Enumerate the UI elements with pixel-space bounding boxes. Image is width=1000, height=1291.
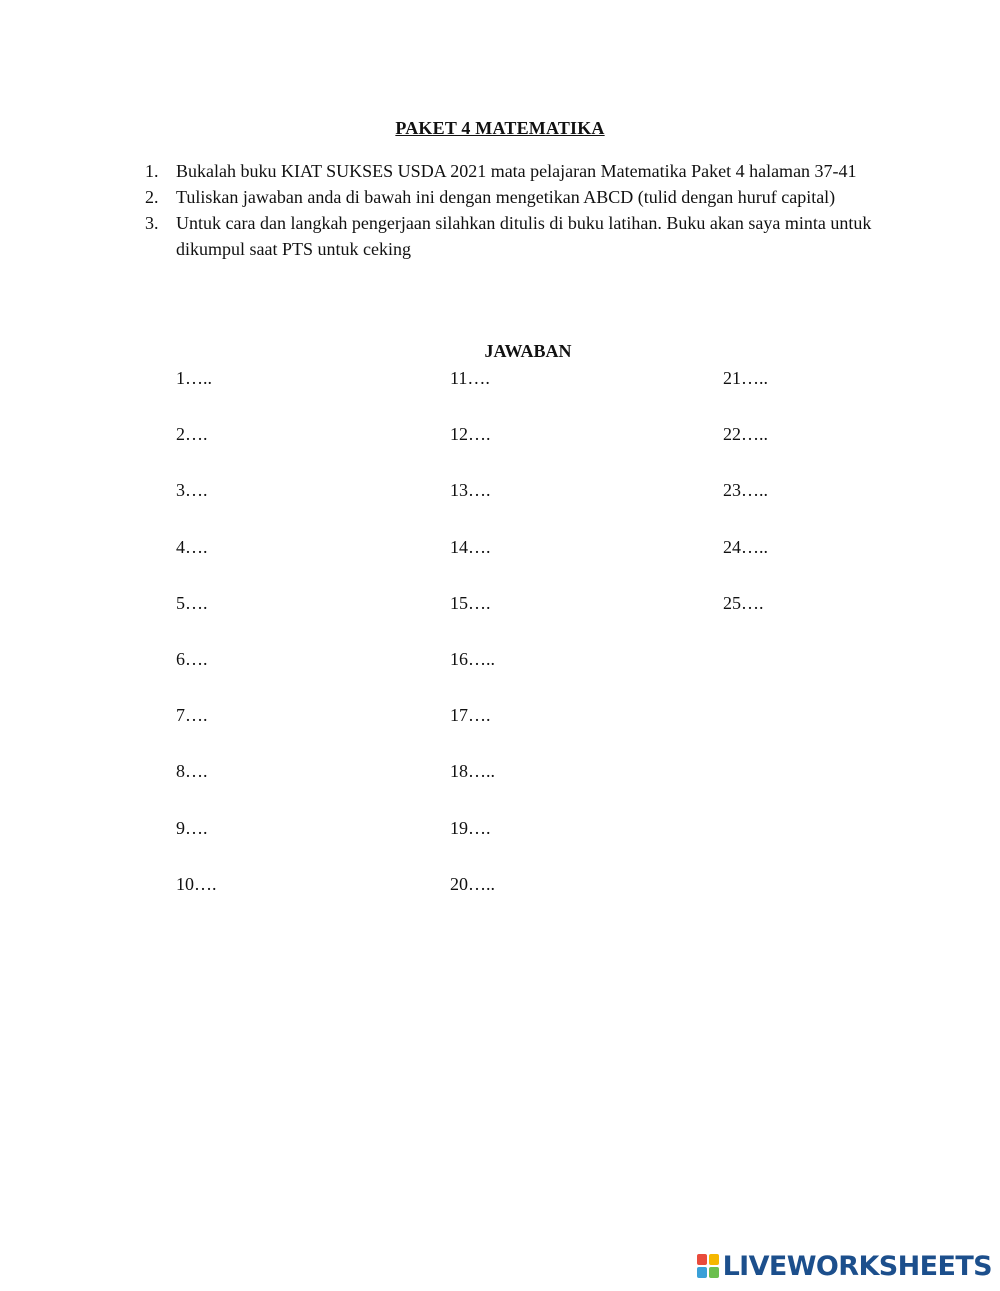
instruction-text: Tuliskan jawaban anda di bawah ini dengan mengetikan ABCD (tulid dengan huruf capital) bbox=[176, 187, 836, 207]
instruction-item bbox=[145, 210, 885, 262]
instruction-number: 2. bbox=[145, 187, 159, 207]
instruction-item bbox=[145, 158, 885, 184]
answer-column bbox=[176, 367, 217, 929]
answer-field[interactable]: 6…. bbox=[176, 648, 208, 669]
answer-field[interactable]: 9…. bbox=[176, 817, 208, 838]
logo-square bbox=[697, 1254, 707, 1265]
answer-field[interactable]: 18….. bbox=[450, 761, 495, 782]
answer-field[interactable]: 22….. bbox=[723, 424, 768, 445]
answer-field[interactable]: 21….. bbox=[723, 368, 768, 388]
document-title: PAKET 4 MATEMATIKA bbox=[395, 118, 605, 138]
instruction-number: 1. bbox=[145, 161, 159, 181]
answers-heading: JAWABAN bbox=[484, 341, 572, 361]
answer-field[interactable]: 12…. bbox=[450, 424, 491, 445]
answer-field[interactable]: 3…. bbox=[176, 480, 208, 501]
instruction-list bbox=[145, 158, 885, 262]
answer-field[interactable]: 11…. bbox=[450, 368, 490, 388]
answer-field[interactable]: 19…. bbox=[450, 817, 491, 838]
instruction-text: Bukalah buku KIAT SUKSES USDA 2021 mata pelajaran Matematika Paket 4 halaman 37-41 bbox=[176, 161, 857, 181]
answer-column bbox=[723, 367, 768, 648]
liveworksheets-logo-icon bbox=[697, 1254, 719, 1278]
answer-field[interactable]: 1….. bbox=[176, 368, 212, 388]
instruction-number: 3. bbox=[145, 213, 159, 233]
liveworksheets-logo[interactable] bbox=[697, 1251, 992, 1281]
logo-square bbox=[697, 1267, 707, 1278]
answer-field[interactable]: 24….. bbox=[723, 536, 768, 557]
answer-field[interactable]: 17…. bbox=[450, 705, 491, 726]
answer-field[interactable]: 14…. bbox=[450, 536, 491, 557]
logo-square bbox=[709, 1254, 719, 1265]
answer-field[interactable]: 20….. bbox=[450, 873, 495, 894]
answer-field[interactable]: 7…. bbox=[176, 705, 208, 726]
answer-field[interactable]: 10…. bbox=[176, 873, 217, 894]
answer-field[interactable]: 15…. bbox=[450, 592, 491, 613]
answer-field[interactable]: 25…. bbox=[723, 592, 764, 613]
answer-field[interactable]: 5…. bbox=[176, 592, 208, 613]
answer-field[interactable]: 13…. bbox=[450, 480, 491, 501]
instruction-text: Untuk cara dan langkah pengerjaan silahkan ditulis di buku latihan. Buku akan saya minta untuk dikumpul saat PTS untuk ceking bbox=[176, 213, 872, 259]
answer-field[interactable]: 16….. bbox=[450, 648, 495, 669]
answer-field[interactable]: 23….. bbox=[723, 480, 768, 501]
answer-field[interactable]: 2…. bbox=[176, 424, 208, 445]
logo-wordmark: LIVEWORKSHEETS bbox=[722, 1250, 992, 1282]
logo-square bbox=[709, 1267, 719, 1278]
answer-field[interactable]: 8…. bbox=[176, 761, 208, 782]
answer-column bbox=[450, 367, 495, 929]
answer-field[interactable]: 4…. bbox=[176, 536, 208, 557]
instruction-item bbox=[145, 184, 885, 210]
